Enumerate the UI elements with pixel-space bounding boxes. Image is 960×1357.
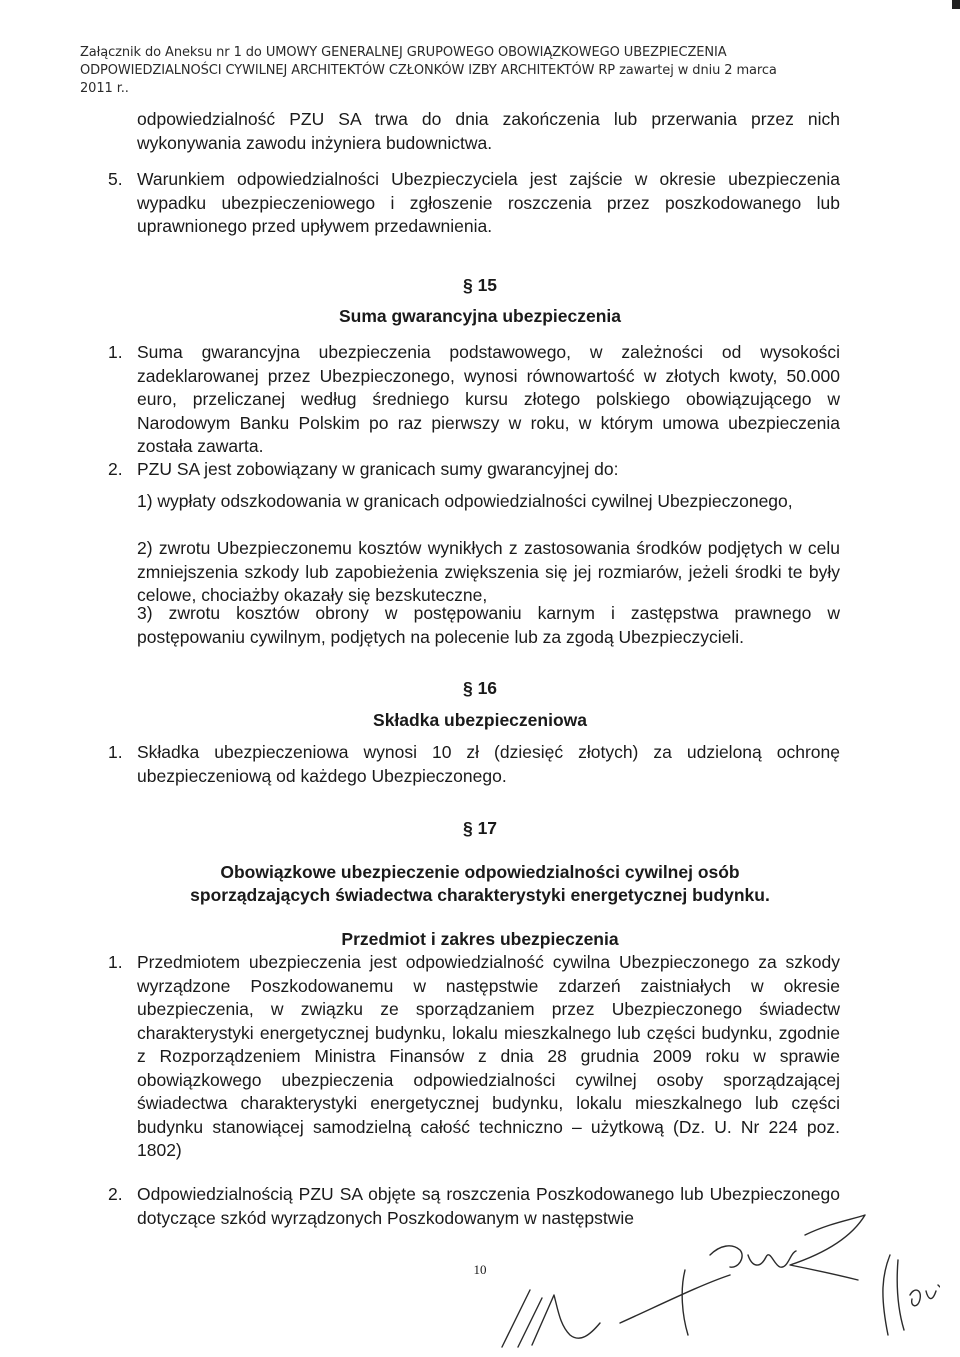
paragraph-number: 2.: [108, 1184, 123, 1204]
section-17-title-line-2: [0, 884, 960, 907]
header-line-3: 2011 r..: [80, 81, 129, 96]
s15-list-item-3: [137, 602, 840, 649]
document-header: [80, 44, 880, 98]
section-16-title: [0, 709, 960, 732]
paragraph-text: PZU SA jest zobowiązany w granicach sumy gwarancyjnej do:: [137, 459, 619, 479]
intro-text: odpowiedzialność PZU SA trwa do dnia zakończenia lub przerwania przez nich wykonywania zawodu inżyniera budownictwa.: [137, 109, 840, 153]
s15-paragraph-2: [108, 458, 840, 482]
section-mark: § 16: [462, 678, 498, 698]
s15-list-item-2: [137, 537, 840, 608]
paragraph-number: 2.: [108, 459, 123, 479]
section-title: Składka ubezpieczeniowa: [373, 710, 587, 730]
s17-paragraph-1: [108, 951, 840, 1163]
header-line-2: ODPOWIEDZIALNOŚCI CYWILNEJ ARCHITEKTÓW CZŁONKÓW IZBY ARCHITEKTÓW RP zawartej w dniu 2 marca: [80, 63, 777, 78]
corner-mark: [952, 0, 960, 9]
section-17-title-line-1: [0, 861, 960, 884]
signature-1: [502, 1290, 600, 1347]
paragraph-text: Składka ubezpieczeniowa wynosi 10 zł (dziesięć złotych) za udzieloną ochronę ubezpieczeniową od każdego Ubezpieczonego.: [137, 742, 840, 786]
section-title: Obowiązkowe ubezpieczenie odpowiedzialności cywilnej osób: [220, 862, 740, 882]
list-item: 2) zwrotu Ubezpieczonemu kosztów wynikłych z zastosowania środków podjętych w celu zmniejszenia szkody lub zapobieżenia zwiększenia się jej rozmiarów, jeżeli środki te były celowe, chociażby okazały się bezskuteczne,: [137, 538, 840, 605]
section-mark: § 15: [462, 275, 498, 295]
handwritten-signatures: [470, 1195, 940, 1357]
section-15-mark: [0, 274, 960, 297]
intro-paragraph: [137, 108, 840, 155]
header-line-1: Załącznik do Aneksu nr 1 do UMOWY GENERALNEJ GRUPOWEGO OBOWIĄZKOWEGO UBEZPIECZENIA: [80, 45, 727, 60]
section-mark: § 17: [462, 818, 498, 838]
paragraph-5: [108, 168, 840, 239]
paragraph-text: Suma gwarancyjna ubezpieczenia podstawowego, w zależności od wysokości zadeklarowanej przez Ubezpieczonego, wynosi równowartość w złotych kwoty, 50.000 euro, przeliczanej według średniego kursu złotego polskiego obowiązującego w Narodowym Banku Polskim po raz pierwszy w roku, w którym umowa ubezpieczenia została zawarta.: [137, 342, 840, 456]
section-17-subtitle: [0, 928, 960, 951]
paragraph-number: 5.: [108, 169, 123, 189]
signature-2: [620, 1215, 865, 1335]
paragraph-number: 1.: [108, 742, 123, 762]
list-item: 3) zwrotu kosztów obrony w postępowaniu karnym i zastępstwa prawnego w postępowaniu cywilnym, podjętych na polecenie lub za zgodą Ubezpieczycieli.: [137, 603, 840, 647]
paragraph-number: 1.: [108, 952, 123, 972]
signature-3: [883, 1255, 940, 1335]
page-number: 10: [473, 1262, 487, 1277]
paragraph-number: 1.: [108, 342, 123, 362]
section-title: Suma gwarancyjna ubezpieczenia: [338, 306, 622, 326]
paragraph-text: Przedmiotem ubezpieczenia jest odpowiedzialność cywilna Ubezpieczonego za szkody wyrządzone Poszkodowanemu w następstwie zdarzeń zaistniałych w okresie ubezpieczenia, w związku ze sporządzaniem przez Ubezpieczonego świadectw charakterystyki energetycznej budynku, lokalu mieszkalnego lub części budynku, zgodnie z Rozporządzeniem Ministra Finansów z dnia 28 grudnia 2009 roku w sprawie obowiązkowego ubezpieczenia odpowiedzialności cywilnej osoby sporządzającej świadectwa charakterystyki energetycznej budynku, lokalu mieszkalnego lub części budynku stanowiącej samodzielną całość techniczno – użytkową (Dz. U. Nr 224 poz. 1802): [137, 952, 840, 1160]
section-subtitle: Przedmiot i zakres ubezpieczenia: [341, 929, 619, 949]
s15-list-item-1: [137, 490, 840, 514]
section-16-mark: [0, 677, 960, 700]
s16-paragraph-1: [108, 741, 840, 788]
paragraph-text: Warunkiem odpowiedzialności Ubezpieczyciela jest zajście w okresie ubezpieczenia wypadku ubezpieczeniowego i zgłoszenie roszczenia przez poszkodowanego lub uprawnionego przed upływem przedawnienia.: [137, 169, 840, 236]
list-item: 1) wypłaty odszkodowania w granicach odpowiedzialności cywilnej Ubezpieczonego,: [137, 491, 793, 511]
section-title: sporządzających świadectwa charakterystyki energetycznej budynku.: [190, 885, 770, 905]
s15-paragraph-1: [108, 341, 840, 459]
section-15-title: [0, 305, 960, 328]
paragraph-text: Odpowiedzialnością PZU SA objęte są roszczenia Poszkodowanego lub Ubezpieczonego dotyczące szkód wyrządzonych Poszkodowanym w następstwie: [137, 1184, 840, 1228]
section-17-mark: [0, 817, 960, 840]
